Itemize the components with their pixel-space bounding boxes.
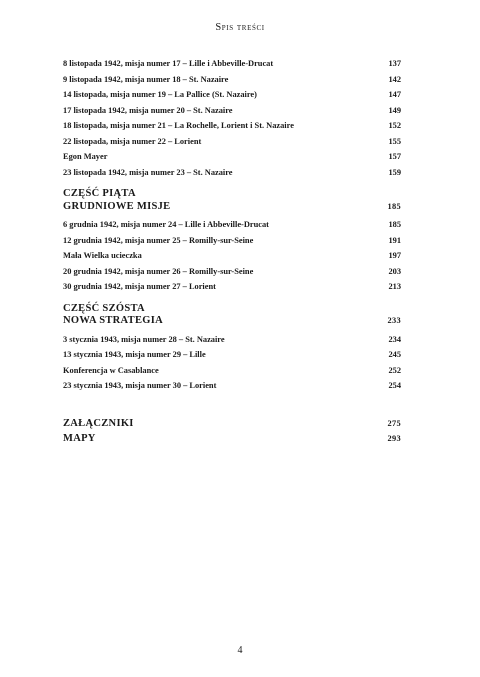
toc-section-part4-continued [63, 56, 401, 180]
toc-entry-title: 18 listopada, misja numer 21 – La Rochelle, Lorient i St. Nazaire [63, 121, 294, 130]
toc-part-five [63, 188, 401, 295]
toc-entry-page: 191 [388, 235, 401, 245]
part-label: CZĘŚĆ PIĄTA [63, 188, 136, 199]
part-title-line [63, 201, 401, 214]
page-number: 4 [237, 645, 243, 656]
toc-entry-title: 23 stycznia 1943, misja numer 30 – Lorient [63, 381, 217, 390]
toc-entry-title: 13 stycznia 1943, misja numer 29 – Lille [63, 350, 206, 359]
part-heading [63, 303, 401, 316]
toc-entry-page: 185 [388, 220, 401, 229]
toc-entry-page: 149 [388, 105, 401, 115]
part-title-line [63, 315, 401, 328]
appendix-page: 275 [387, 418, 401, 428]
toc-entry-title: 30 grudnia 1942, misja numer 27 – Lorient [63, 282, 216, 291]
toc-entry-title: Mała Wielka ucieczka [63, 251, 142, 260]
toc-entry-page: 157 [388, 152, 401, 161]
toc-entry [63, 363, 401, 379]
toc-entry [63, 217, 401, 233]
toc-entry-page: 152 [388, 121, 401, 130]
part-label: CZĘŚĆ SZÓSTA [63, 302, 145, 314]
appendix-entry [63, 431, 401, 446]
toc-part-six [63, 303, 401, 394]
toc-entry [63, 118, 401, 134]
toc-entry [63, 149, 401, 165]
toc-entry-title: Konferencja w Casablance [63, 365, 159, 375]
toc-entry [63, 165, 401, 181]
part-title: GRUDNIOWE MISJE [63, 200, 171, 212]
toc-entry [63, 378, 401, 394]
appendix-entry [63, 416, 401, 431]
toc-entry [63, 264, 401, 280]
toc-entry [63, 72, 401, 88]
toc-entry-title: 12 grudnia 1942, misja numer 25 – Romilly-sur-Seine [63, 235, 254, 245]
table-of-contents [63, 56, 401, 446]
toc-entry-title: 14 listopada, misja numer 19 – La Pallice (St. Nazaire) [63, 90, 257, 99]
toc-entry-page: 155 [388, 136, 401, 146]
toc-entry [63, 279, 401, 295]
appendix-page: 293 [387, 433, 401, 443]
running-header: Spis treści [215, 22, 265, 33]
toc-entry-title: Egon Mayer [63, 152, 108, 161]
toc-entry [63, 347, 401, 363]
toc-entry-title: 3 stycznia 1943, misja numer 28 – St. Nazaire [63, 334, 225, 344]
toc-entry [63, 248, 401, 264]
toc-entry-page: 213 [388, 282, 401, 291]
toc-entry [63, 103, 401, 119]
toc-appendix [63, 416, 401, 446]
appendix-title: ZAŁĄCZNIKI [63, 417, 134, 429]
toc-entry-page: 203 [388, 266, 401, 276]
part-page: 233 [387, 316, 401, 325]
part-heading [63, 188, 401, 201]
toc-entry-page: 252 [388, 365, 401, 375]
toc-entry-page: 197 [388, 251, 401, 260]
toc-entry-page: 137 [388, 59, 401, 68]
toc-entry [63, 134, 401, 150]
toc-entry-title: 17 listopada 1942, misja numer 20 – St. Nazaire [63, 105, 233, 115]
toc-entry [63, 332, 401, 348]
toc-entry-page: 147 [388, 90, 401, 99]
toc-entry [63, 233, 401, 249]
toc-entry-title: 22 listopada, misja numer 22 – Lorient [63, 136, 202, 146]
toc-entry-page: 245 [388, 350, 401, 359]
toc-entry-title: 6 grudnia 1942, misja numer 24 – Lille i Abbeville-Drucat [63, 220, 269, 229]
toc-entry-page: 159 [388, 167, 401, 177]
toc-entry-page: 142 [388, 74, 401, 84]
toc-entry-title: 20 grudnia 1942, misja numer 26 – Romilly-sur-Seine [63, 266, 254, 276]
part-page: 185 [387, 201, 401, 211]
toc-entry-page: 254 [388, 381, 401, 390]
toc-entry-title: 8 listopada 1942, misja numer 17 – Lille i Abbeville-Drucat [63, 59, 274, 68]
toc-entry [63, 56, 401, 72]
toc-entry-title: 23 listopada 1942, misja numer 23 – St. Nazaire [63, 167, 233, 177]
toc-entry [63, 87, 401, 103]
toc-entry-page: 234 [388, 334, 401, 344]
part-title: NOWA STRATEGIA [63, 315, 163, 326]
appendix-title: MAPY [63, 432, 96, 444]
toc-entry-title: 9 listopada 1942, misja numer 18 – St. Nazaire [63, 74, 229, 84]
